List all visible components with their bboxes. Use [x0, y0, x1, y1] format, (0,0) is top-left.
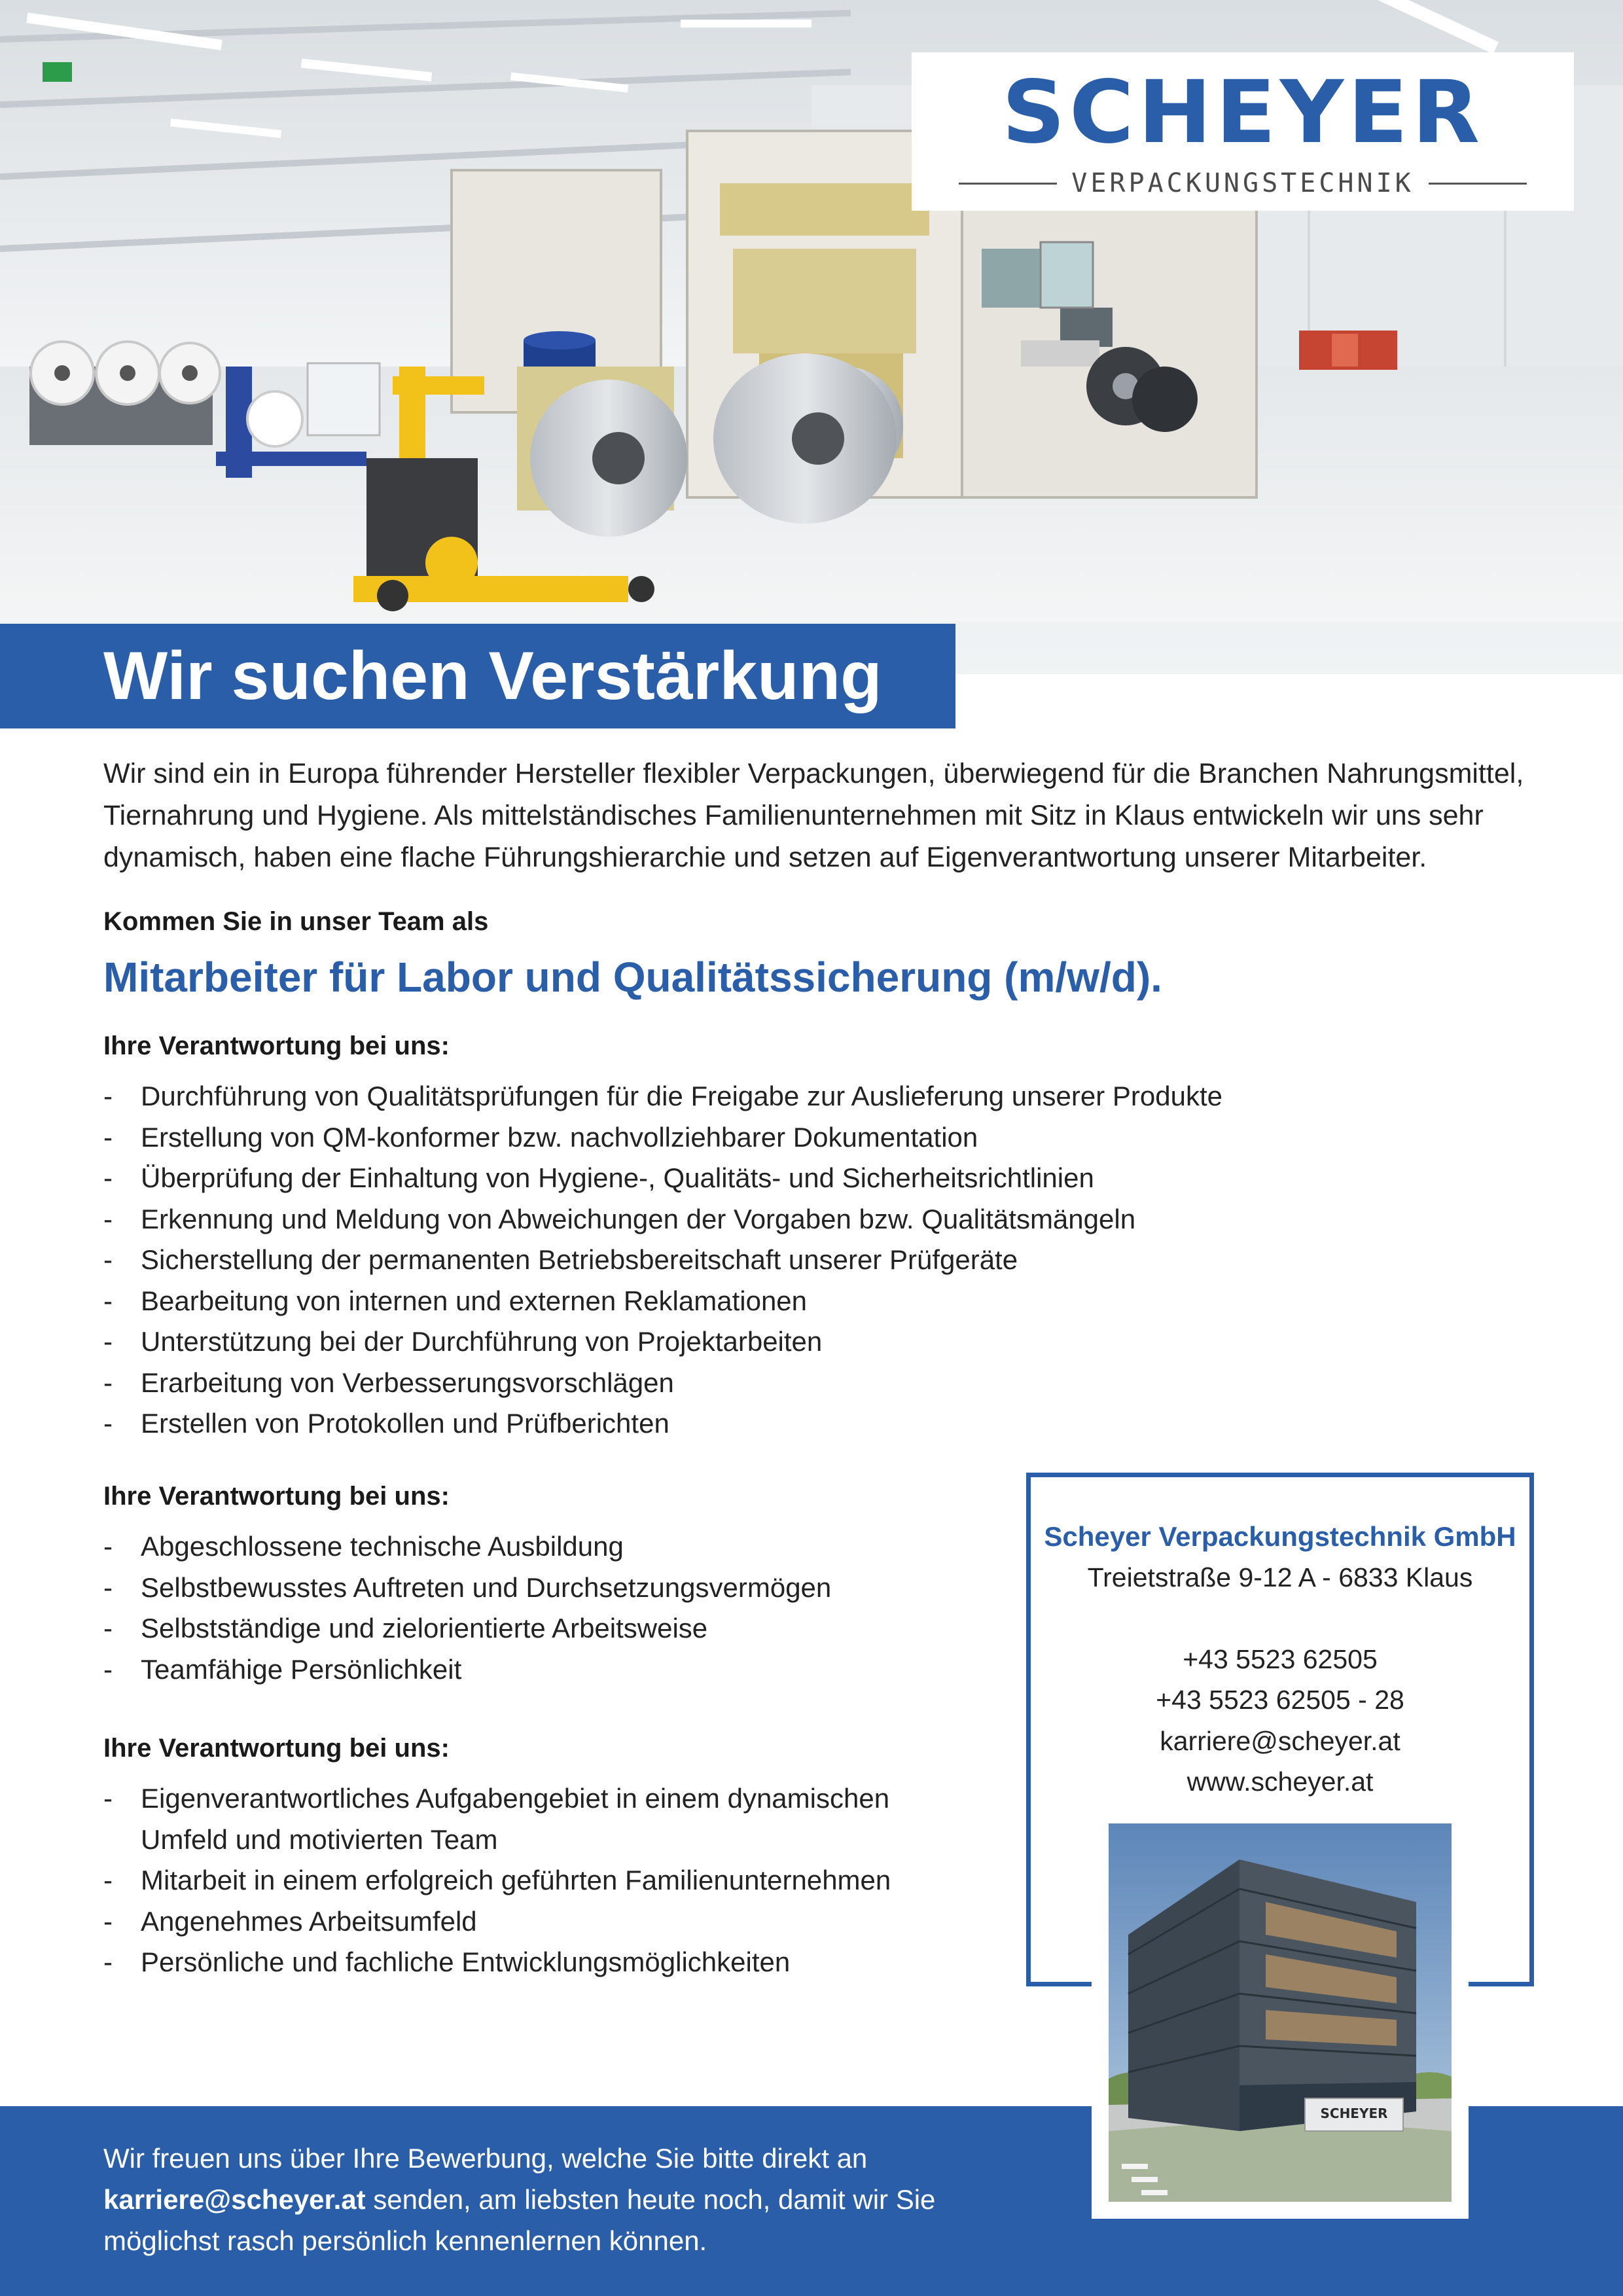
logo-rule-right	[1429, 183, 1527, 185]
footer-line-2: senden, am liebsten heute noch, damit wir Sie	[365, 2184, 936, 2215]
footer-line-3: möglichst rasch persönlich kennenlernen können.	[103, 2225, 707, 2256]
footer-text	[103, 2138, 1052, 2261]
page-title: Wir suchen Verstärkung	[103, 638, 882, 714]
logo-rule-left	[959, 183, 1057, 185]
contact-fax: +43 5523 62505 - 28	[1156, 1685, 1404, 1715]
contact-email-link[interactable]: karriere@scheyer.at	[1160, 1725, 1400, 1756]
company-logo	[912, 52, 1574, 211]
list-item: - Angenehmes Arbeitsumfeld	[103, 1901, 1020, 1943]
list-item: - Erstellen von Protokollen und Prüfberichten	[103, 1403, 1412, 1444]
intro-paragraph: Wir sind ein in Europa führender Hersteller flexibler Verpackungen, überwiegend für die Branchen Nahrungsmittel, Tiernahrung und Hygiene. Als mittelständisches Familienunternehmen mit Sitz in Klaus entwickeln wir uns sehr dynamisch, haben eine flache Führungshierarchie und setzen auf Eigenverantwortung unserer Mitarbeiter.	[103, 758, 1524, 873]
footer-line-1: Wir freuen uns über Ihre Bewerbung, welche Sie bitte direkt an	[103, 2143, 868, 2174]
list-item: - Durchführung von Qualitätsprüfungen für die Freigabe zur Auslieferung unserer Produkte	[103, 1076, 1412, 1117]
building-sign-text: SCHEYER	[1320, 2106, 1388, 2121]
logo-subtitle-text: VERPACKUNGSTECHNIK	[1071, 168, 1414, 198]
list-item: - Mitarbeit in einem erfolgreich geführten Familienunternehmen	[103, 1860, 1020, 1901]
list-item-continuation: Umfeld und motivierten Team	[141, 1823, 498, 1855]
list-item: - Erstellung von QM-konformer bzw. nachvollziehbarer Dokumentation	[103, 1117, 1412, 1158]
hero-photo	[0, 0, 1623, 674]
section-heading: Ihre Verantwortung bei uns:	[103, 1482, 450, 1511]
logo-subtitle	[912, 164, 1574, 203]
responsibilities-section	[103, 1028, 1412, 1444]
building-photo	[1092, 1806, 1469, 2219]
list-item: - Erarbeitung von Verbesserungsvorschlägen	[103, 1363, 1412, 1404]
building-illustration	[1109, 1823, 1452, 2202]
responsibilities-list	[103, 1076, 1412, 1444]
requirements-list	[103, 1526, 1020, 1690]
list-item	[103, 1778, 1020, 1860]
section-heading: Ihre Verantwortung bei uns:	[103, 1734, 450, 1763]
logo-wordmark: SCHEYER	[1001, 62, 1484, 163]
list-item: - Abgeschlossene technische Ausbildung	[103, 1526, 1020, 1568]
contact-phone[interactable]: +43 5523 62505	[1183, 1643, 1378, 1674]
list-item: - Teamfähige Persönlichkeit	[103, 1649, 1020, 1691]
list-item: - Bearbeitung von internen und externen Reklamationen	[103, 1281, 1412, 1322]
benefits-list	[103, 1778, 1020, 1983]
job-title: Mitarbeiter für Labor und Qualitätssicherung (m/w/d).	[103, 954, 1162, 1001]
section-heading: Ihre Verantwortung bei uns:	[103, 1031, 450, 1060]
benefits-section	[103, 1730, 1020, 1983]
list-item: - Überprüfung der Einhaltung von Hygiene-, Qualitäts- und Sicherheitsrichtlinien	[103, 1158, 1412, 1199]
requirements-section	[103, 1478, 1020, 1690]
contact-address: Treietstraße 9-12 A - 6833 Klaus	[1087, 1562, 1473, 1592]
list-item: - Unterstützung bei der Durchführung von Projektarbeiten	[103, 1321, 1412, 1363]
list-item: - Erkennung und Meldung von Abweichungen der Vorgaben bzw. Qualitätsmängeln	[103, 1199, 1412, 1240]
list-item: - Persönliche und fachliche Entwicklungsmöglichkeiten	[103, 1942, 1020, 1983]
intro-block	[103, 753, 1543, 1005]
list-item: - Sicherstellung der permanenten Betriebsbereitschaft unserer Prüfgeräte	[103, 1240, 1412, 1281]
contact-company: Scheyer Verpackungstechnik GmbH	[1044, 1521, 1516, 1552]
headline-banner	[0, 624, 955, 728]
list-item-line: Eigenverantwortliches Aufgabengebiet in einem dynamischen	[141, 1783, 890, 1814]
contact-website-link[interactable]: www.scheyer.at	[1186, 1767, 1374, 1797]
list-item: - Selbstbewusstes Auftreten und Durchsetzungsvermögen	[103, 1568, 1020, 1609]
list-item: - Selbstständige und zielorientierte Arbeitsweise	[103, 1608, 1020, 1649]
team-invite: Kommen Sie in unser Team als	[103, 907, 489, 936]
footer-email-link[interactable]: karriere@scheyer.at	[103, 2184, 366, 2215]
